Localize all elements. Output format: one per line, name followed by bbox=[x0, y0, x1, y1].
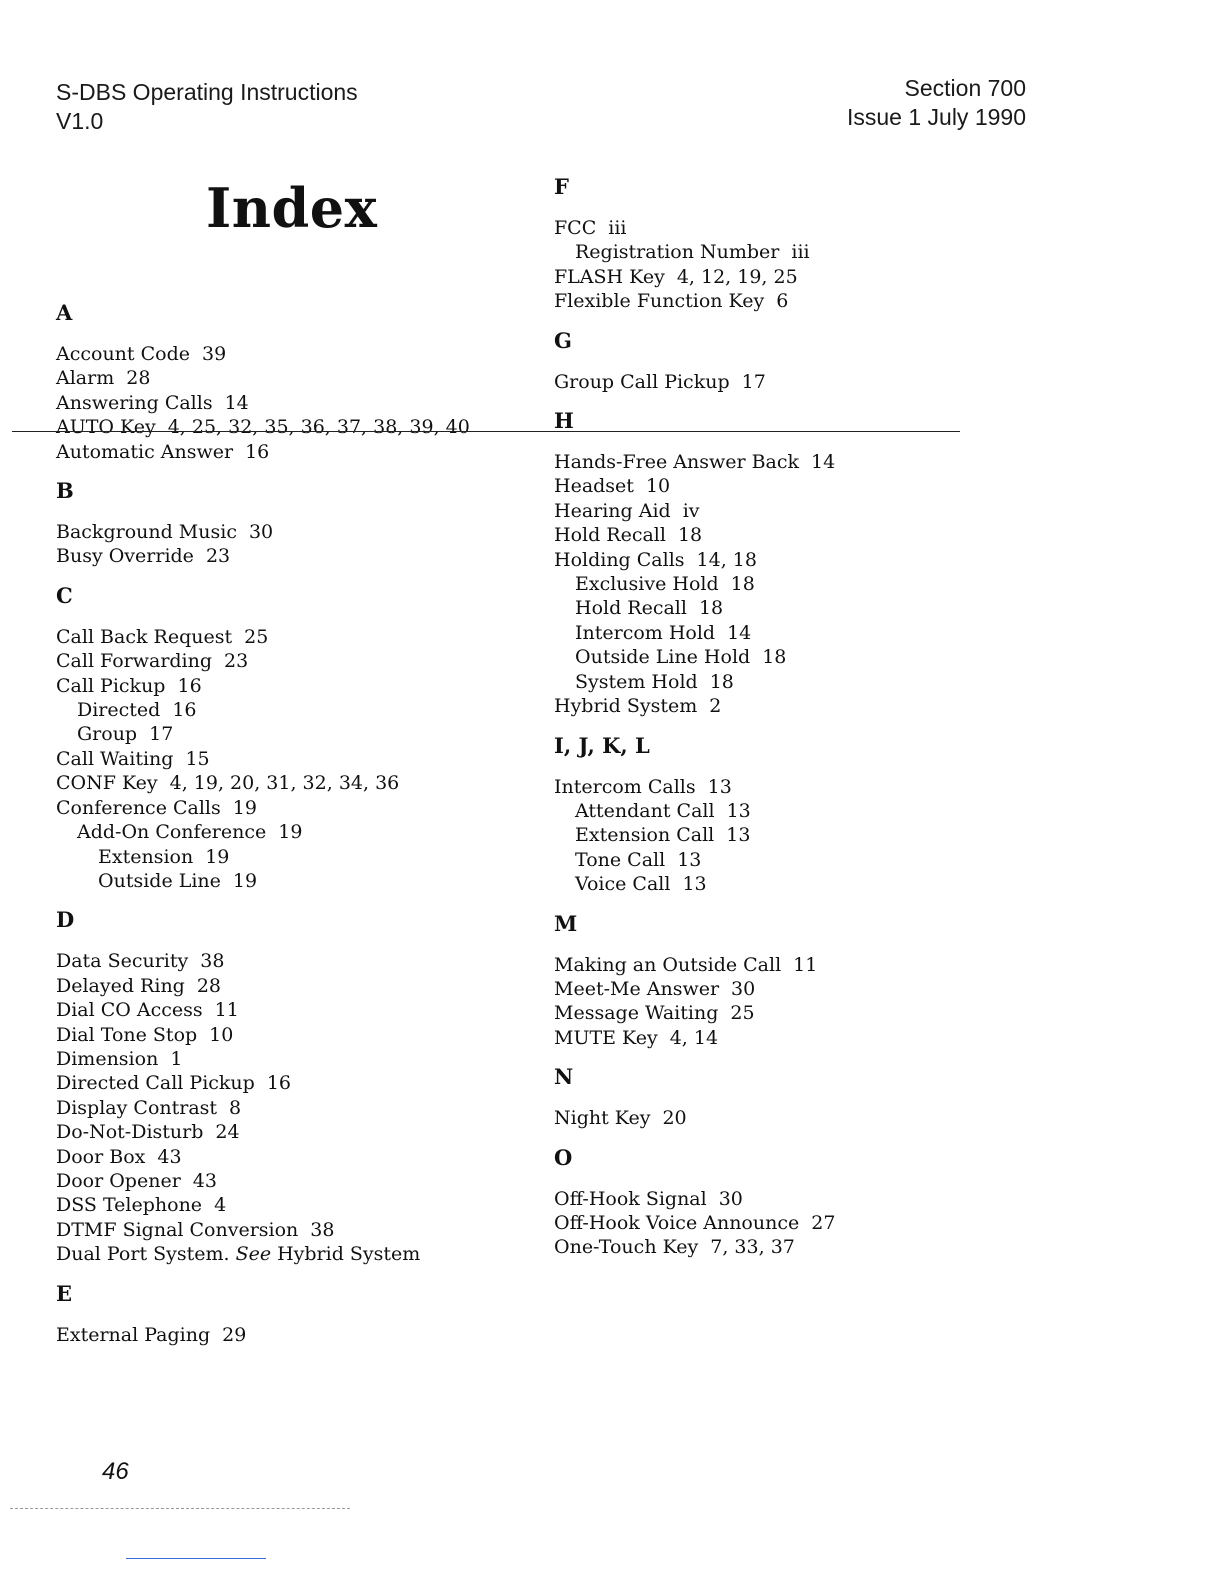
entry-pages: 4, 19, 20, 31, 32, 34, 36 bbox=[169, 772, 400, 795]
entry-pages: 4, 25, 32, 35, 36, 37, 38, 39, 40 bbox=[167, 416, 470, 439]
entry-term: Account Code bbox=[56, 343, 190, 365]
index-subentry bbox=[554, 240, 1034, 264]
index-entry bbox=[554, 1211, 1034, 1235]
entry-pages: 23 bbox=[205, 545, 231, 568]
entry-term: Outside Line Hold bbox=[575, 646, 751, 669]
index-entry bbox=[56, 949, 536, 973]
entry-term: Dual Port System. bbox=[56, 1243, 230, 1266]
entry-pages: 13 bbox=[682, 873, 707, 896]
entry-pages: Hybrid System bbox=[277, 1243, 421, 1266]
entry-term: DTMF Signal Conversion bbox=[56, 1218, 299, 1241]
entry-pages: 14 bbox=[811, 451, 836, 474]
index-subentry bbox=[554, 572, 1034, 596]
index-subentry bbox=[554, 645, 1034, 669]
index-entry bbox=[554, 694, 1034, 718]
entry-pages: 29 bbox=[222, 1323, 247, 1346]
footer-divider bbox=[10, 1508, 350, 1509]
index-subentry bbox=[56, 698, 536, 722]
index-entry bbox=[56, 674, 536, 698]
entry-term: Add-On Conference bbox=[77, 821, 267, 844]
entry-pages: 4, 12, 19, 25 bbox=[676, 265, 798, 288]
entry-term: Hands-Free Answer Back bbox=[554, 451, 800, 474]
index-section bbox=[554, 911, 1034, 1051]
entry-pages: 20 bbox=[662, 1107, 687, 1130]
entry-pages: 7, 33, 37 bbox=[710, 1236, 795, 1259]
entry-term: Flexible Function Key bbox=[554, 290, 765, 313]
entry-term: Hybrid System bbox=[554, 695, 698, 718]
index-entry bbox=[554, 1026, 1034, 1050]
entry-pages: 17 bbox=[149, 723, 174, 746]
entry-pages: 15 bbox=[185, 747, 210, 770]
index-section bbox=[56, 300, 536, 464]
entry-pages: 8 bbox=[229, 1096, 242, 1119]
entry-term: Dimension bbox=[56, 1047, 159, 1070]
entry-pages: 6 bbox=[776, 290, 789, 313]
index-subentry bbox=[56, 845, 536, 869]
entry-pages: 19 bbox=[232, 869, 258, 892]
entry-pages: 4, 14 bbox=[669, 1026, 719, 1049]
entry-pages: 43 bbox=[192, 1169, 217, 1192]
index-column-right bbox=[554, 174, 1034, 1274]
entry-term: Dial Tone Stop bbox=[56, 1023, 198, 1046]
entry-pages: 28 bbox=[126, 367, 151, 390]
index-entry bbox=[554, 1187, 1034, 1211]
entry-term: Extension bbox=[98, 845, 194, 868]
entry-term: Hold Recall bbox=[575, 597, 687, 620]
entry-pages: 10 bbox=[209, 1023, 234, 1046]
index-subentry bbox=[56, 869, 536, 893]
entry-term: Door Opener bbox=[56, 1169, 181, 1192]
index-entry bbox=[554, 370, 1034, 394]
section-letter: D bbox=[56, 907, 75, 933]
entry-term: Holding Calls bbox=[554, 548, 685, 571]
entry-term: Intercom Calls bbox=[554, 775, 696, 798]
index-section bbox=[554, 174, 1034, 314]
entry-term: Answering Calls bbox=[56, 391, 213, 414]
index-entry bbox=[554, 474, 1034, 498]
entry-term: FCC bbox=[554, 217, 597, 239]
index-subentry bbox=[554, 670, 1034, 694]
entry-term: Hearing Aid bbox=[554, 499, 671, 522]
entry-term: Directed Call Pickup bbox=[56, 1072, 255, 1095]
entry-pages: 4 bbox=[214, 1194, 227, 1217]
entry-pages: 28 bbox=[196, 974, 222, 997]
entry-pages: iii bbox=[608, 217, 627, 239]
index-entry bbox=[56, 747, 536, 771]
index-entry bbox=[56, 544, 536, 568]
entry-pages: 24 bbox=[215, 1121, 240, 1144]
entry-term: AUTO Key bbox=[56, 416, 156, 439]
header-left bbox=[56, 78, 358, 136]
index-subentry bbox=[554, 872, 1034, 896]
entry-pages: 16 bbox=[172, 699, 197, 722]
index-entry bbox=[56, 1193, 536, 1217]
index-entry bbox=[56, 1218, 536, 1242]
entry-pages: 1 bbox=[170, 1047, 183, 1070]
entry-term: Attendant Call bbox=[575, 799, 715, 822]
entry-term: Group Call Pickup bbox=[554, 370, 730, 393]
entry-pages: 13 bbox=[707, 775, 732, 798]
issue-date: Issue 1 July 1990 bbox=[846, 104, 1026, 130]
index-section bbox=[554, 1145, 1034, 1260]
entry-term: DSS Telephone bbox=[56, 1194, 203, 1217]
footer-link-underline bbox=[126, 1558, 266, 1559]
entry-term: Conference Calls bbox=[56, 796, 221, 819]
entry-pages: 16 bbox=[266, 1072, 292, 1095]
section-letter: M bbox=[554, 910, 578, 936]
index-entry bbox=[56, 440, 536, 464]
see-reference: See bbox=[235, 1243, 272, 1266]
entry-term: FLASH Key bbox=[554, 265, 665, 288]
entry-term: Call Waiting bbox=[56, 747, 174, 770]
entry-pages: 43 bbox=[157, 1145, 182, 1168]
entry-pages: 13 bbox=[677, 848, 702, 871]
index-section bbox=[56, 478, 536, 569]
index-entry bbox=[554, 499, 1034, 523]
scan-artifact-line bbox=[12, 431, 960, 432]
entry-pages: 25 bbox=[730, 1002, 755, 1025]
entry-pages: 30 bbox=[731, 977, 756, 1000]
entry-pages: 38 bbox=[200, 950, 225, 973]
entry-term: Extension Call bbox=[575, 824, 715, 847]
entry-term: Off-Hook Voice Announce bbox=[554, 1211, 800, 1234]
index-entry bbox=[56, 796, 536, 820]
entry-pages: 16 bbox=[177, 674, 202, 697]
entry-pages: 23 bbox=[224, 650, 249, 673]
entry-term: Dial CO Access bbox=[56, 999, 203, 1022]
section-letter: C bbox=[56, 582, 73, 608]
index-entry bbox=[56, 1120, 536, 1144]
index-subentry bbox=[56, 722, 536, 746]
entry-term: Outside Line bbox=[98, 869, 221, 892]
entry-pages: 14 bbox=[727, 621, 752, 644]
index-subentry bbox=[554, 621, 1034, 645]
index-subentry bbox=[554, 596, 1034, 620]
entry-pages: 39 bbox=[201, 343, 227, 365]
index-entry bbox=[554, 775, 1034, 799]
index-entry bbox=[56, 1096, 536, 1120]
entry-pages: 38 bbox=[310, 1218, 335, 1241]
index-entry bbox=[554, 1235, 1034, 1259]
entry-pages: 19 bbox=[278, 821, 303, 844]
entry-pages: 30 bbox=[248, 521, 274, 544]
index-section bbox=[56, 583, 536, 893]
entry-pages: 30 bbox=[718, 1187, 743, 1210]
index-section bbox=[554, 1064, 1034, 1130]
entry-pages: 19 bbox=[232, 796, 257, 819]
entry-term: Call Forwarding bbox=[56, 650, 213, 673]
entry-pages: 14 bbox=[224, 391, 249, 414]
index-section bbox=[554, 733, 1034, 897]
index-entry bbox=[554, 977, 1034, 1001]
section-letter: B bbox=[56, 478, 74, 504]
entry-pages: 10 bbox=[645, 475, 671, 498]
index-entry bbox=[56, 625, 536, 649]
index-entry bbox=[56, 998, 536, 1022]
entry-pages: 13 bbox=[726, 824, 751, 847]
entry-pages: 18 bbox=[677, 524, 703, 547]
section-number: Section 700 bbox=[904, 75, 1026, 101]
section-letter: N bbox=[554, 1064, 574, 1090]
index-entry bbox=[56, 342, 536, 366]
entry-pages: 14, 18 bbox=[696, 548, 757, 571]
entry-term: Delayed Ring bbox=[56, 974, 185, 997]
entry-term: Alarm bbox=[56, 367, 115, 390]
index-subentry bbox=[554, 799, 1034, 823]
entry-pages: 17 bbox=[741, 370, 766, 393]
header-right bbox=[847, 74, 1026, 132]
index-entry bbox=[56, 1145, 536, 1169]
index-section bbox=[554, 408, 1034, 718]
index-entry bbox=[554, 450, 1034, 474]
entry-term: Intercom Hold bbox=[575, 621, 716, 644]
entry-pages: 18 bbox=[698, 597, 724, 620]
entry-pages: 18 bbox=[730, 573, 755, 596]
entry-term: Call Back Request bbox=[56, 625, 233, 648]
entry-term: Background Music bbox=[56, 521, 237, 544]
index-entry bbox=[56, 1323, 536, 1347]
page-number: 46 bbox=[102, 1458, 129, 1485]
index-entry bbox=[56, 1242, 536, 1266]
entry-term: System Hold bbox=[575, 670, 698, 693]
entry-term: CONF Key bbox=[56, 772, 158, 795]
section-letter: A bbox=[56, 300, 73, 325]
section-letter: F bbox=[554, 174, 569, 199]
entry-term: Directed bbox=[77, 699, 161, 722]
entry-pages: 25 bbox=[244, 625, 269, 648]
entry-pages: iv bbox=[682, 499, 700, 522]
section-letter: O bbox=[554, 1144, 573, 1170]
index-entry bbox=[554, 953, 1034, 977]
index-entry bbox=[554, 1106, 1034, 1130]
index-entry bbox=[56, 1047, 536, 1071]
section-letter: I, J, K, L bbox=[554, 732, 650, 758]
entry-term: Night Key bbox=[554, 1107, 651, 1130]
entry-pages: 11 bbox=[793, 953, 818, 976]
entry-term: MUTE Key bbox=[554, 1026, 658, 1049]
entry-term: Do-Not-Disturb bbox=[56, 1121, 204, 1144]
index-entry bbox=[56, 415, 536, 439]
index-section bbox=[56, 1281, 536, 1347]
entry-term: Message Waiting bbox=[554, 1002, 719, 1025]
index-entry bbox=[554, 216, 1034, 240]
entry-term: Making an Outside Call bbox=[554, 953, 782, 976]
entry-term: Voice Call bbox=[575, 873, 671, 896]
entry-term: Hold Recall bbox=[554, 524, 666, 547]
section-letter: E bbox=[56, 1280, 73, 1306]
entry-term: Display Contrast bbox=[56, 1096, 218, 1119]
entry-term: Registration Number bbox=[575, 241, 780, 264]
entry-pages: 19 bbox=[205, 845, 230, 868]
entry-term: External Paging bbox=[56, 1323, 211, 1346]
page-title: Index bbox=[206, 176, 378, 240]
index-entry bbox=[56, 649, 536, 673]
entry-pages: 27 bbox=[811, 1211, 836, 1234]
entry-pages: iii bbox=[791, 241, 810, 264]
entry-term: Meet-Me Answer bbox=[554, 977, 720, 1000]
index-entry bbox=[56, 1071, 536, 1095]
entry-term: Headset bbox=[554, 475, 634, 498]
entry-term: Exclusive Hold bbox=[575, 573, 719, 596]
document-version: V1.0 bbox=[56, 108, 104, 134]
index-section bbox=[554, 328, 1034, 394]
entry-term: Door Box bbox=[56, 1145, 146, 1168]
index-subentry bbox=[56, 820, 536, 844]
entry-term: Automatic Answer bbox=[56, 440, 234, 463]
section-letter: H bbox=[554, 408, 574, 434]
index-subentry bbox=[554, 848, 1034, 872]
index-entry bbox=[554, 523, 1034, 547]
index-entry bbox=[554, 289, 1034, 313]
entry-pages: 16 bbox=[245, 440, 270, 463]
entry-pages: 18 bbox=[709, 670, 734, 693]
entry-pages: 11 bbox=[214, 999, 239, 1022]
index-entry bbox=[56, 391, 536, 415]
entry-term: Tone Call bbox=[575, 848, 666, 871]
entry-pages: 18 bbox=[762, 646, 787, 669]
index-entry bbox=[554, 1001, 1034, 1025]
entry-term: Data Security bbox=[56, 950, 189, 973]
entry-term: One-Touch Key bbox=[554, 1236, 699, 1259]
index-entry bbox=[56, 366, 536, 390]
entry-pages: 2 bbox=[709, 695, 722, 718]
index-column-left bbox=[56, 300, 536, 1361]
index-entry bbox=[56, 520, 536, 544]
index-entry bbox=[56, 771, 536, 795]
index-entry bbox=[56, 1169, 536, 1193]
entry-term: Group bbox=[77, 723, 138, 746]
entry-term: Call Pickup bbox=[56, 674, 166, 697]
index-section bbox=[56, 907, 536, 1266]
document-title: S-DBS Operating Instructions bbox=[56, 79, 358, 105]
entry-term: Busy Override bbox=[56, 545, 194, 568]
entry-pages: 13 bbox=[726, 799, 751, 822]
index-entry bbox=[554, 548, 1034, 572]
section-letter: G bbox=[554, 327, 572, 353]
index-entry bbox=[554, 265, 1034, 289]
entry-term: Off-Hook Signal bbox=[554, 1187, 707, 1210]
index-entry bbox=[56, 974, 536, 998]
index-subentry bbox=[554, 823, 1034, 847]
index-entry bbox=[56, 1023, 536, 1047]
